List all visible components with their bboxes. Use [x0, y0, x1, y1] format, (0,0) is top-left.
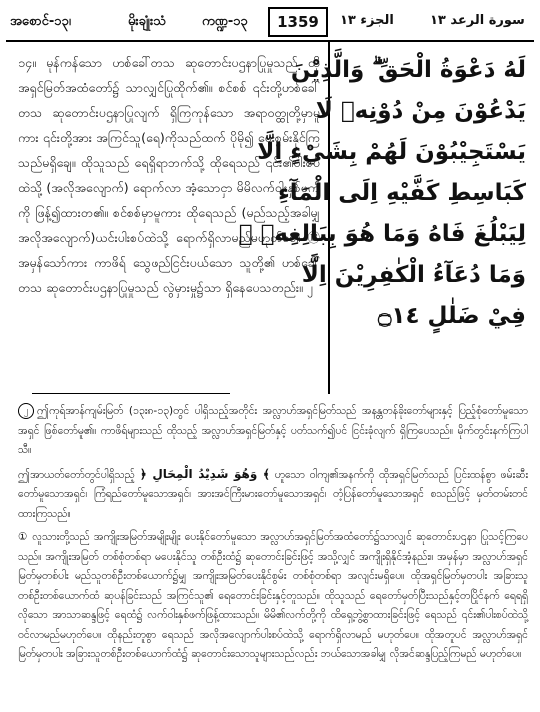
arabic-verse-line: كَبَاسِطِ كَفَّيْهِ اِلَى الْمَآءِ [277, 180, 526, 206]
footnote-text: ① လူသားတို့သည် အကျိုးအမြတ်အမျိုးမျိုး ပေးနိုင်တော်မူသော အလ္လာဟ်အရှင်မြတ်အထံတော်၌သာလျှင် ဆုတောင်းပဌနာ ပြုသင့်ကြပေသည်။ အကျိုးအမြတ် တစ်စုံတစ်ရာ မပေးနိုင်သူ တစ်ဦးထံ၌ ဆုတောင်းခြင်းဖြင့် အသို့လျှင် အကျိုးရှိနိုင်အံ့နည်း။ အမှန်မှာ အလ္လာဟ်အရှင်မြတ်မှတစ်ပါး မည်သူတစ်ဦးတစ်ယောက်၌မျှ အကျိုးအမြတ်ပေးနိုင်စွမ်း တစ်စုံတစ်ရာ အလျင်းမရှိပေ။ ထိုအရှင်မြတ်မှတပါး အခြားသူ တစ်ဦးတစ်ယောက်ထံ ဆုပန်ခြင်းသည် အကြင်သူ၏ ရေတောင်းခြင်းနှင့်တူသည်။ ထိုသူသည် ရေတော်မှတ်ပြီးသည်နှင့်တပြိုင်နက် ရေရရှိလိုသော အာသာဆန္ဒဖြင့် ရေထံ၌ လက်ဝါးနှစ်ဖက်ဖြန့်ထားသည်။ မိမိ၏လက်တို့ကို ထိရှေ့ဘွဲ့စွာထားခြင်းဖြင့် ရေသည် ၎င်း၏ပါးစပ်ထဲသို့ ဝင်လာမည်မဟုတ်ပေ။ ထိုနည်းတူစွာ ရေသည် အလိုအလျောက်ပါးစပ်ထဲသို့ ရောက်ရှိလာမည် မဟုတ်ပေ။ ထိုအတူပင် အလ္လာဟ်အရှင်မြတ်မှတပါး အခြားသူတစ်ဦးတစ်ယောက်ထံ၌ ဆုတောင်းသောသူများသည်လည်း ဘယ်သောအခါမျှ လိုအင်ဆန္ဒပြည့်ကြမည် မဟုတ်ပေ။ [18, 531, 528, 660]
footnote-paragraph [18, 465, 528, 525]
footnote-text: ဤအာယတ်တော်တွင်ပါရှိသည့် [18, 468, 135, 481]
footnotes-section [18, 402, 528, 669]
footnote-marker: ၂ [18, 403, 34, 419]
arabic-verse-line: يَدْعُوْنَ مِنْ دُوْنِهٖ لَا [315, 98, 526, 124]
arabic-verse-line: لَهُ دَعْوَةُ الْحَقِّ ۗ وَالَّذِيْنَ [290, 57, 526, 83]
chapter-name-label: မိုးချုံးသံ [128, 14, 166, 29]
translation-text: ၁၄။ မုန်ကန်သော ဟစ်ခေါ်တသ ဆုတောင်းပဌနာပြုမှုသည် ထိုအရှင်မြတ်အထံတော်၌ သာလျှင်ပြုထိုက်၏။ စင်စစ် ၎င်းတို့ဟစ်ခေါ်တသ ဆုတောင်းပဌနာပြုလျက် ရှိကြကုန်သော အရာဝတ္ထုတို့မှာမူ ကား ၎င်းတို့အား အကြင်သူ(ရေ)ကိုသည်ထက် ပိုမို၍ ပေးစွမ်းနိုင်ကြသည်မရှိချေ။ ထိုသူသည် ရေရှိရာဘက်သို့ ထိုရေသည် ၎င်း၏ပါးစပ်ထဲသို့ (အလိုအလျောက်) ရောက်လာ အံ့သောငှာ မိမိလက်ဝါးနှစ်ဖက်ကို ဖြန့်၍ထားတ၏။ စင်စစ်မှာမူကား ထိုရေသည် (မည်သည့်အခါမျှအလိုအလျောက်)ယင်းပါးစပ်ထဲသို့ ရောက်ရှိလာမည်မဟုတ်ပေ။ ⑬ အမှန်သော်ကား ကာဖိရ် သွေဖည်ငြင်းပယ်သော သူတို့၏ ဟစ်ခေါ်တသ ဆုတောင်းပဌနာပြုမှုသည် လွဲမှားမှု၌သာ ရှိနေပေသတည်း။ ၂ [18, 55, 320, 295]
arabic-column [238, 50, 526, 337]
page-number: 1359 [268, 7, 328, 37]
juz-label: الجزء ١٣ [340, 13, 394, 28]
footnote-text: ဤကုရ်အာန်ကျမ်းမြတ် (၁၃း၈-၁၃)တွင် ပါရှိသည့်အတိုင်း အလ္လာဟ်အရှင်မြတ်သည် အနန္တတန်ခိုးတော်များနှင့် ပြည့်စုံတော်မူသောအရှင် ဖြစ်တော်မူ၏။ ကာဖိရ်များသည် ထိုသည့် အလ္လာဟ်အရှင်မြတ်နှင့် ပတ်သက်၍ပင် ငြင်းခုံလျက် ရှိကြပေသည်။ မိုက်တွင်းနက်ကြပါသီ။ [18, 405, 528, 456]
footnote-text: ဟူသော ဝါကျ၏အနက်ကို ထိုအရှင်မြတ်သည် ပြင်းထန်စွာ ဖမ်းဆီးတော်မူသောအရှင်၊ ကြံရည်တော်မူသောအရှင်၊ အားအင်ကြီးမားတော်မူသောအရှင်၊ တံ့ပြန်တော်မူသောအရှင် စသည်ဖြင့် မှတ်တမ်းတင်ထားကြသည်။ [18, 468, 529, 520]
arabic-verse-line: فِيْ ضَلٰلٍ ۝١٤ [377, 303, 526, 329]
footnote-paragraph [18, 402, 528, 461]
footnote-paragraph [18, 528, 528, 665]
surah-label: سورة الرعد ١٣ [430, 13, 525, 28]
chapter-number-label: ကဏ္ဍ-၁၃ [202, 14, 248, 29]
footnote-rule [32, 393, 230, 394]
quran-page [6, 4, 534, 704]
arabic-verse-line: وَمَا دُعَآءُ الْكٰفِرِيْنَ اِلَّا [301, 262, 526, 288]
arabic-verse-line: يَسْتَجِيْبُوْنَ لَهُمْ بِشَيْءٍ اِلَّا [257, 139, 526, 165]
arabic-verse-line: لِيَبْلُغَ فَاهُ وَمَا هُوَ بِبَالِغِهٖ ۗ [238, 221, 526, 247]
page-header [6, 4, 534, 42]
volume-label: အစောင်-၁၃၊ [10, 14, 71, 29]
arabic-quote: ﴿ وَهُوَ شَدِيْدُ الْمِحَالِ ﴾ [139, 466, 270, 481]
